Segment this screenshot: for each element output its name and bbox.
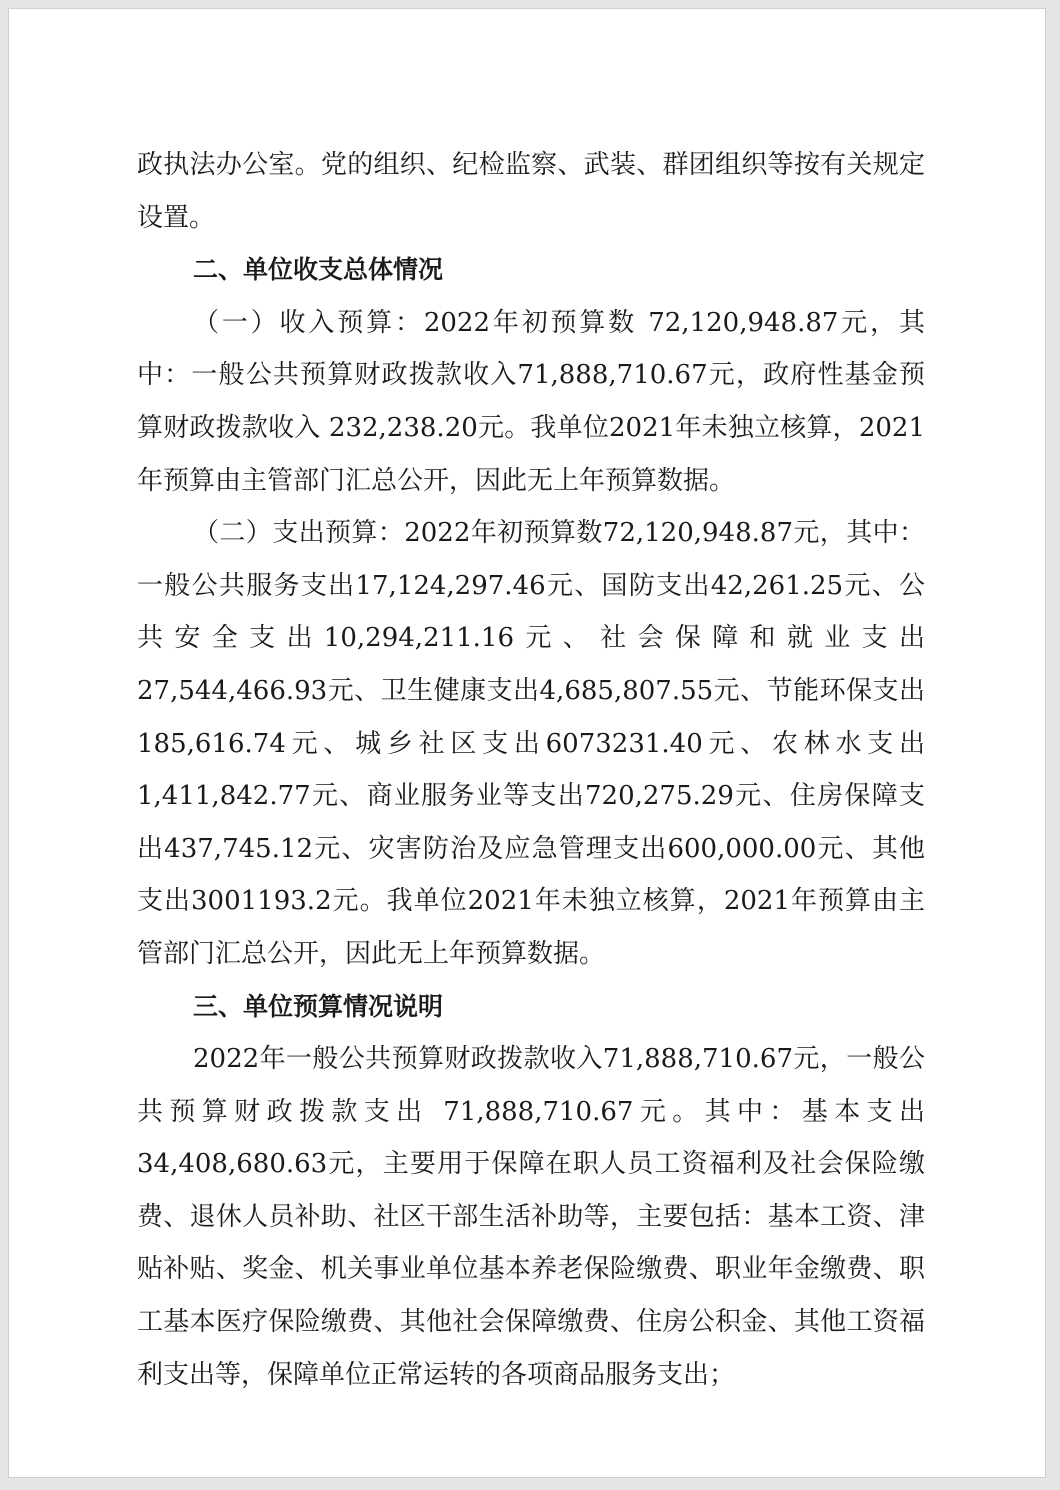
- section-heading-3: 三、单位预算情况说明: [193, 991, 444, 1021]
- paragraph-expense-budget: （二）支出预算：2022年初预算数72,120,948.87元，其中：一般公共服务支出17,124,297.46元、国防支出42,261.25元、公共安全支出10,294,211.16元、社会保障和就业支出27,544,466.93元、卫生健康支出4,685,807.55元、节能环保支出185,616.74元、城乡社区支出6073231.40元、农林水支出1,411,842.77元、商业服务业等支出720,275.29元、住房保障支出437,745.12元、灾害防治及应急管理支出600,000.00元、其他支出3001193.2元。我单位2021年未独立核算，2021年预算由主管部门汇总公开，因此无上年预算数据。: [137, 518, 925, 969]
- section-heading-2: 二、单位收支总体情况: [193, 255, 444, 285]
- paragraph-intro: 政执法办公室。党的组织、纪检监察、武装、群团组织等按有关规定设置。: [137, 150, 925, 233]
- paragraph-income-budget: （一）收入预算：2022年初预算数 72,120,948.87元，其中：一般公共预算财政拨款收入71,888,710.67元，政府性基金预算财政拨款收入 232,238.20元。我单位2021年未独立核算，2021年预算由主管部门汇总公开，因此无上年预算数据。: [137, 307, 925, 496]
- document-body: [137, 139, 925, 1401]
- document-page: [8, 8, 1046, 1478]
- paragraph-budget-explanation: 2022年一般公共预算财政拨款收入71,888,710.67元，一般公共预算财政拨款支出 71,888,710.67元。其中：基本支出34,408,680.63元，主要用于保障在职人员工资福利及社会保险缴费、退休人员补助、社区干部生活补助等，主要包括：基本工资、津贴补贴、奖金、机关事业单位基本养老保险缴费、职业年金缴费、职工基本医疗保险缴费、其他社会保障缴费、住房公积金、其他工资福利支出等，保障单位正常运转的各项商品服务支出；: [137, 1044, 925, 1390]
